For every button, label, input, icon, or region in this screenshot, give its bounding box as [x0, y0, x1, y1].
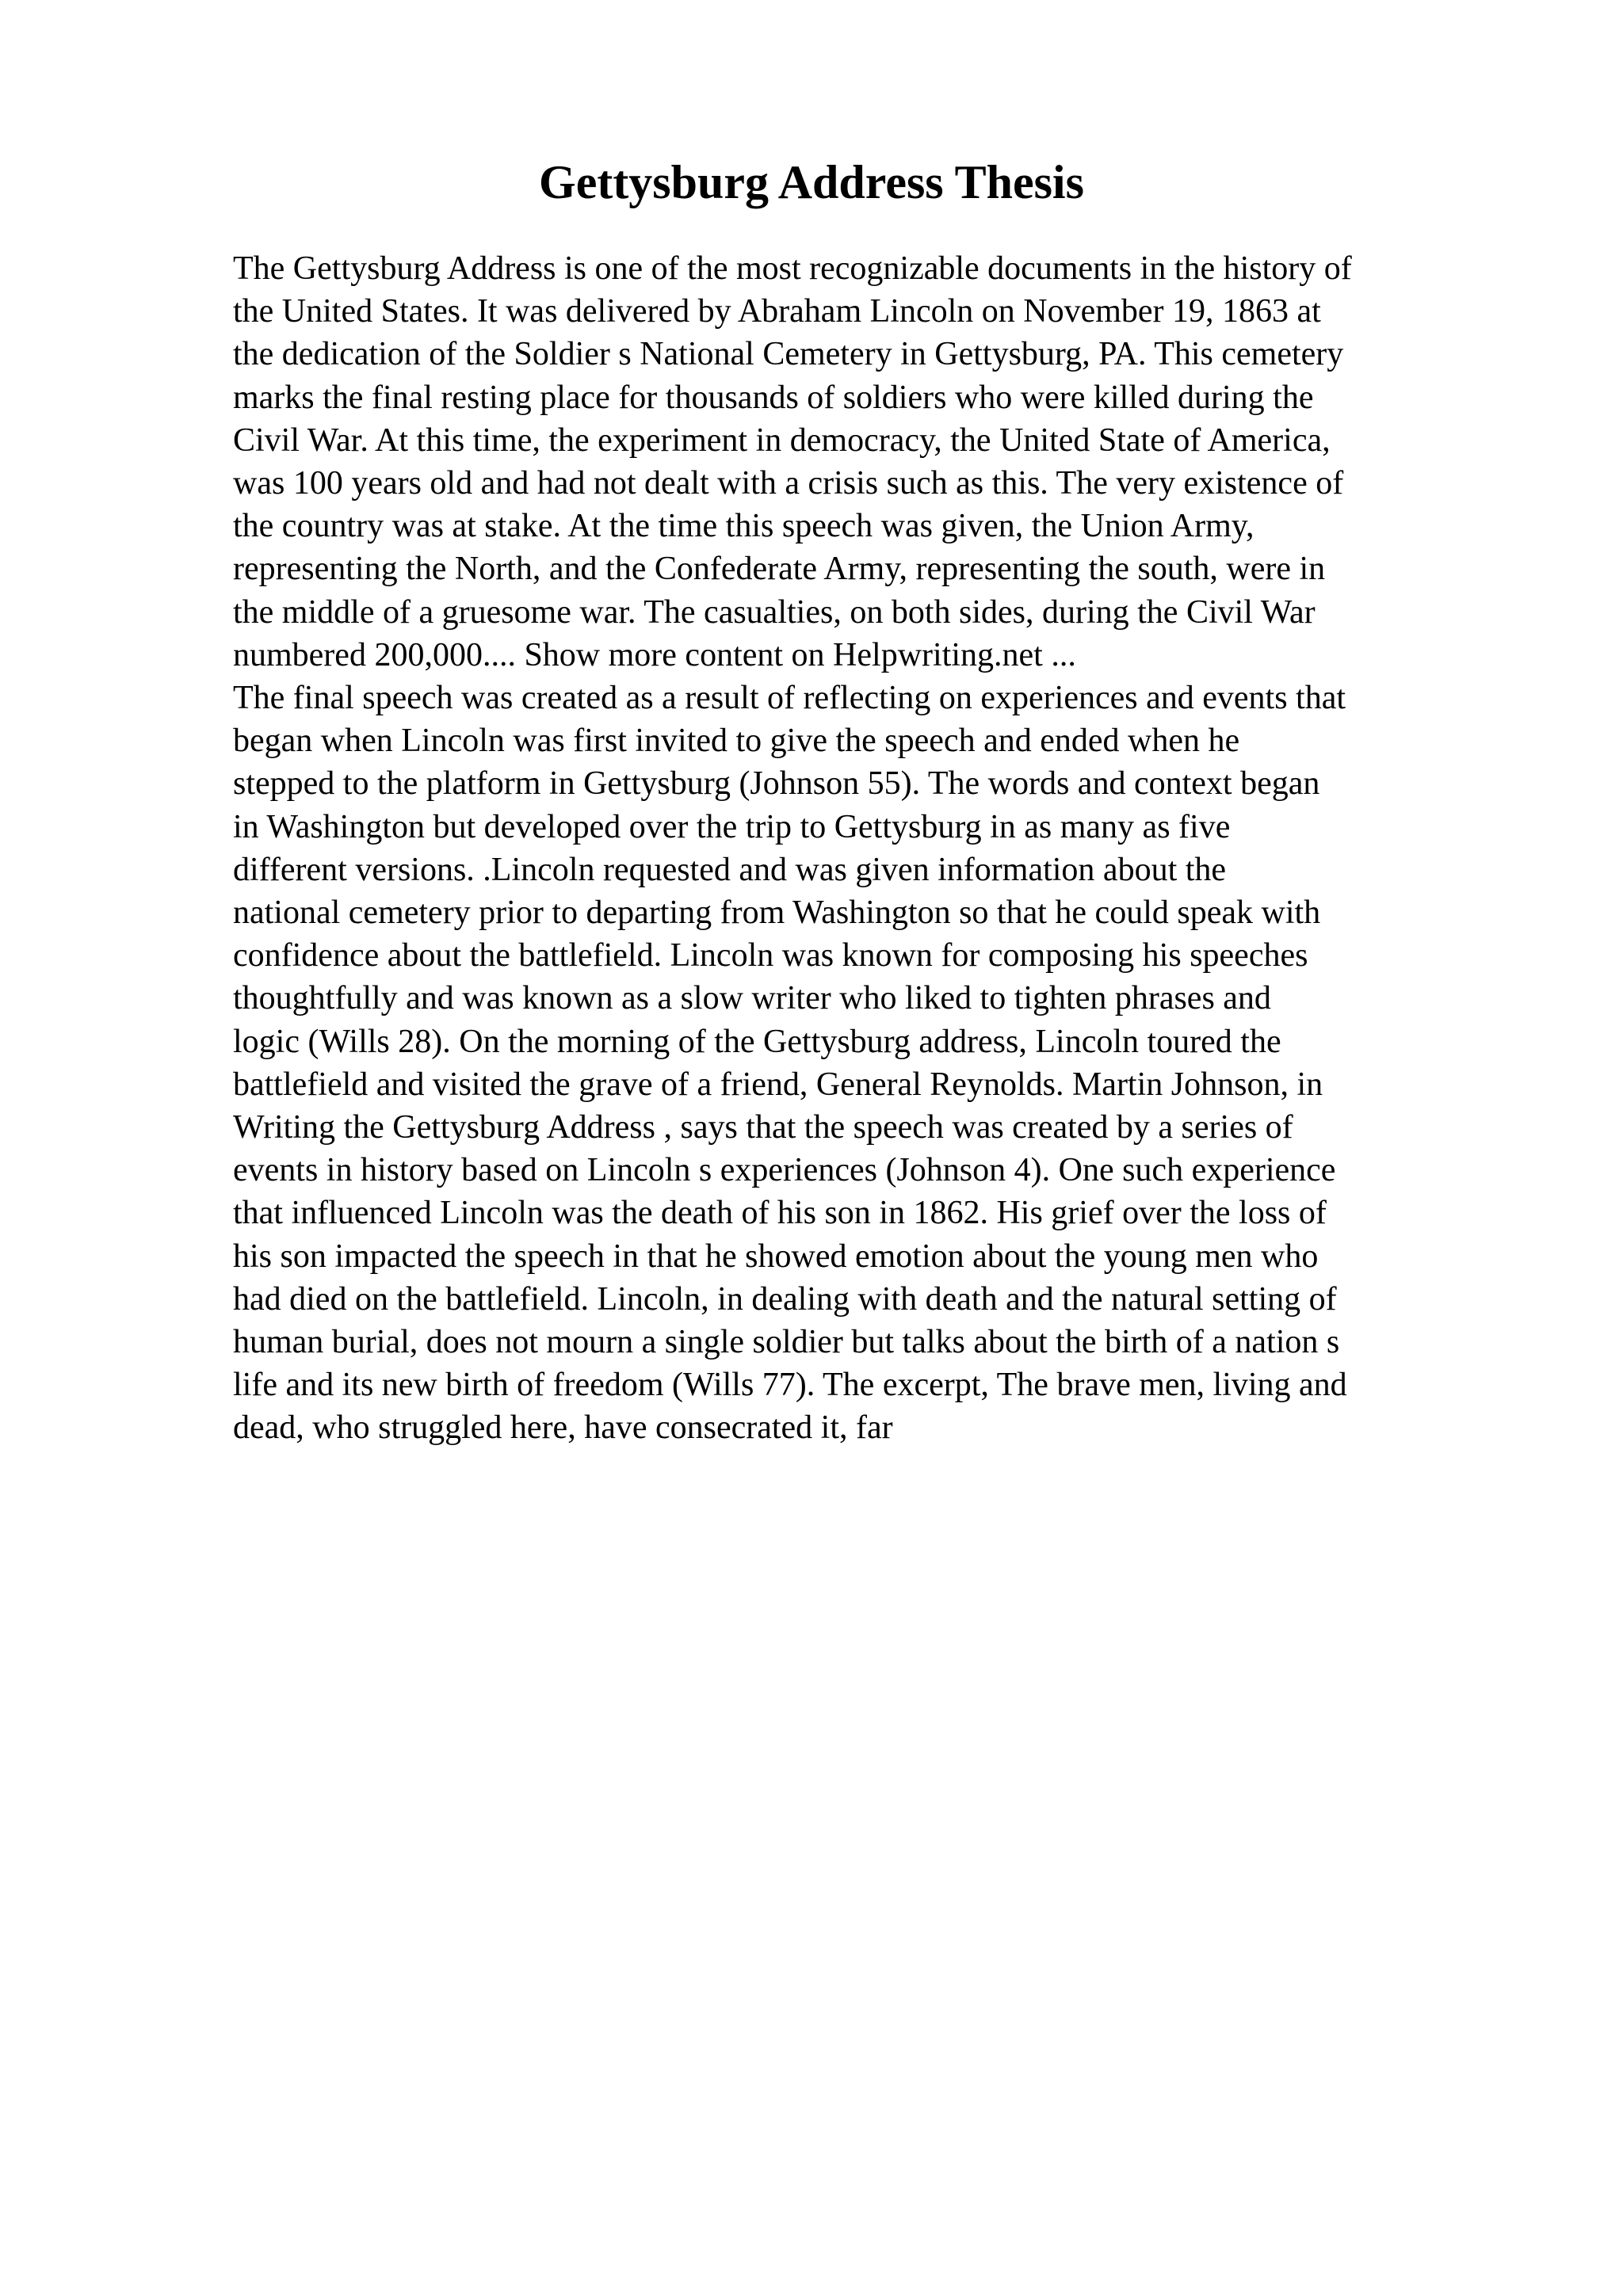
- text-line: dead, who struggled here, have consecrated it, far: [233, 1409, 893, 1447]
- text-line: confidence about the battlefield. Lincoln was known for composing his speeches: [233, 937, 1308, 974]
- text-line: human burial, does not mourn a single soldier but talks about the birth of a nation s: [233, 1324, 1340, 1361]
- text-line: Civil War. At this time, the experiment in democracy, the United State of America,: [233, 421, 1331, 459]
- text-line: logic (Wills 28). On the morning of the Gettysburg address, Lincoln toured the: [233, 1023, 1281, 1060]
- text-line: the dedication of the Soldier s National Cemetery in Gettysburg, PA. This cemetery: [233, 336, 1344, 373]
- document-body: [233, 247, 1501, 1450]
- text-line: national cemetery prior to departing from Washington so that he could speak with: [233, 894, 1321, 932]
- text-line: different versions. .Lincoln requested and was given information about the: [233, 851, 1227, 888]
- text-line: that influenced Lincoln was the death of his son in 1862. His grief over the loss of: [233, 1195, 1327, 1232]
- text-line: marks the final resting place for thousands of soldiers who were killed during the: [233, 379, 1314, 416]
- text-line: was 100 years old and had not dealt with a crisis such as this. The very existence of: [233, 465, 1344, 502]
- text-line: life and its new birth of freedom (Wills 77). The excerpt, The brave men, living and: [233, 1367, 1347, 1404]
- text-line: representing the North, and the Confederate Army, representing the south, were in: [233, 551, 1326, 588]
- text-line: had died on the battlefield. Lincoln, in dealing with death and the natural setting of: [233, 1280, 1337, 1318]
- text-line: thoughtfully and was known as a slow writer who liked to tighten phrases and: [233, 980, 1271, 1017]
- text-line: battlefield and visited the grave of a friend, General Reynolds. Martin Johnson, in: [233, 1066, 1323, 1103]
- text-line: Writing the Gettysburg Address , says that the speech was created by a series of: [233, 1109, 1293, 1146]
- text-line: the middle of a gruesome war. The casualties, on both sides, during the Civil War: [233, 593, 1316, 631]
- text-line: began when Lincoln was first invited to give the speech and ended when he: [233, 723, 1240, 760]
- text-line: his son impacted the speech in that he showed emotion about the young men who: [233, 1238, 1319, 1275]
- text-line: in Washington but developed over the trip to Gettysburg in as many as five: [233, 808, 1231, 845]
- text-line: stepped to the platform in Gettysburg (Johnson 55). The words and context began: [233, 765, 1320, 803]
- text-line: the United States. It was delivered by Abraham Lincoln on November 19, 1863 at: [233, 293, 1321, 330]
- document-title: Gettysburg Address Thesis: [539, 156, 1084, 208]
- text-line: events in history based on Lincoln s experiences (Johnson 4). One such experience: [233, 1152, 1336, 1189]
- text-line: The Gettysburg Address is one of the most recognizable documents in the history of: [233, 250, 1352, 287]
- text-line: numbered 200,000.... Show more content on Helpwriting.net ...: [233, 636, 1076, 673]
- text-line: The final speech was created as a result of reflecting on experiences and events that: [233, 680, 1346, 717]
- text-line: the country was at stake. At the time this speech was given, the Union Army,: [233, 508, 1254, 545]
